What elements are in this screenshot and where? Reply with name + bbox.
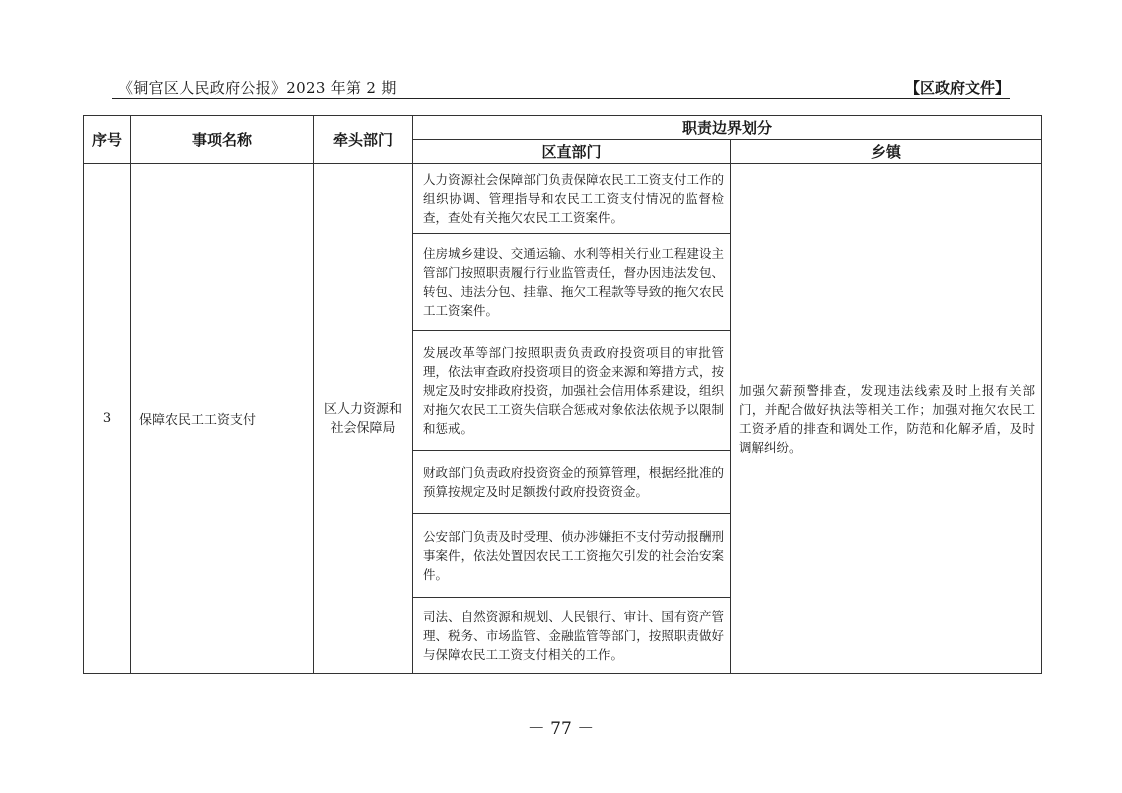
header-duty-division: 职责边界划分: [413, 116, 1042, 140]
page-number: － 77 －: [527, 719, 595, 739]
row-number: 3: [84, 164, 131, 674]
bulletin-title: 《铜官区人民政府公报》2023 年第 2 期: [118, 79, 397, 97]
header-district-depts: 区直部门: [413, 140, 731, 164]
district-duty: 发展改革等部门按照职责负责政府投资项目的审批管理，依法审查政府投资项目的资金来源和筹措方式，按规定及时安排政府投资，加强社会信用体系建设，组织对拖欠农民工工资失信联合惩戒对象依法依规予以限制和惩戒。: [413, 331, 731, 451]
district-duty: 司法、自然资源和规划、人民银行、审计、国有资产管理、税务、市场监管、金融监管等部门，按照职责做好与保障农民工工资支付相关的工作。: [413, 598, 731, 674]
header-item-name: 事项名称: [131, 116, 314, 164]
district-duty: 住房城乡建设、交通运输、水利等相关行业工程建设主管部门按照职责履行行业监管责任，督办因违法发包、转包、违法分包、挂靠、拖欠工程款等导致的拖欠农民工工资案件。: [413, 234, 731, 331]
district-duty: 财政部门负责政府投资资金的预算管理，根据经批准的预算按规定及时足额拨付政府投资资金。: [413, 451, 731, 514]
district-duty: 公安部门负责及时受理、侦办涉嫌拒不支付劳动报酬刑事案件，依法处置因农民工工资拖欠引发的社会治安案件。: [413, 514, 731, 598]
header-lead-dept: 牵头部门: [314, 116, 413, 164]
header-num: 序号: [84, 116, 131, 164]
lead-department: 区人力资源和社会保障局: [314, 164, 413, 674]
district-duty: 人力资源社会保障部门负责保障农民工工资支付工作的组织协调、管理指导和农民工工资支付情况的监督检查，查处有关拖欠农民工工资案件。: [413, 164, 731, 234]
town-duty: 加强欠薪预警排查，发现违法线索及时上报有关部门，并配合做好执法等相关工作；加强对拖欠农民工工资矛盾的排查和调处工作，防范和化解矛盾，及时调解纠纷。: [731, 164, 1042, 674]
header-towns: 乡镇: [731, 140, 1042, 164]
duty-boundary-table: [83, 115, 1042, 674]
section-label: 【区政府文件】: [904, 79, 1010, 97]
header-divider: [112, 98, 1010, 99]
item-name: 保障农民工工资支付: [131, 164, 314, 674]
